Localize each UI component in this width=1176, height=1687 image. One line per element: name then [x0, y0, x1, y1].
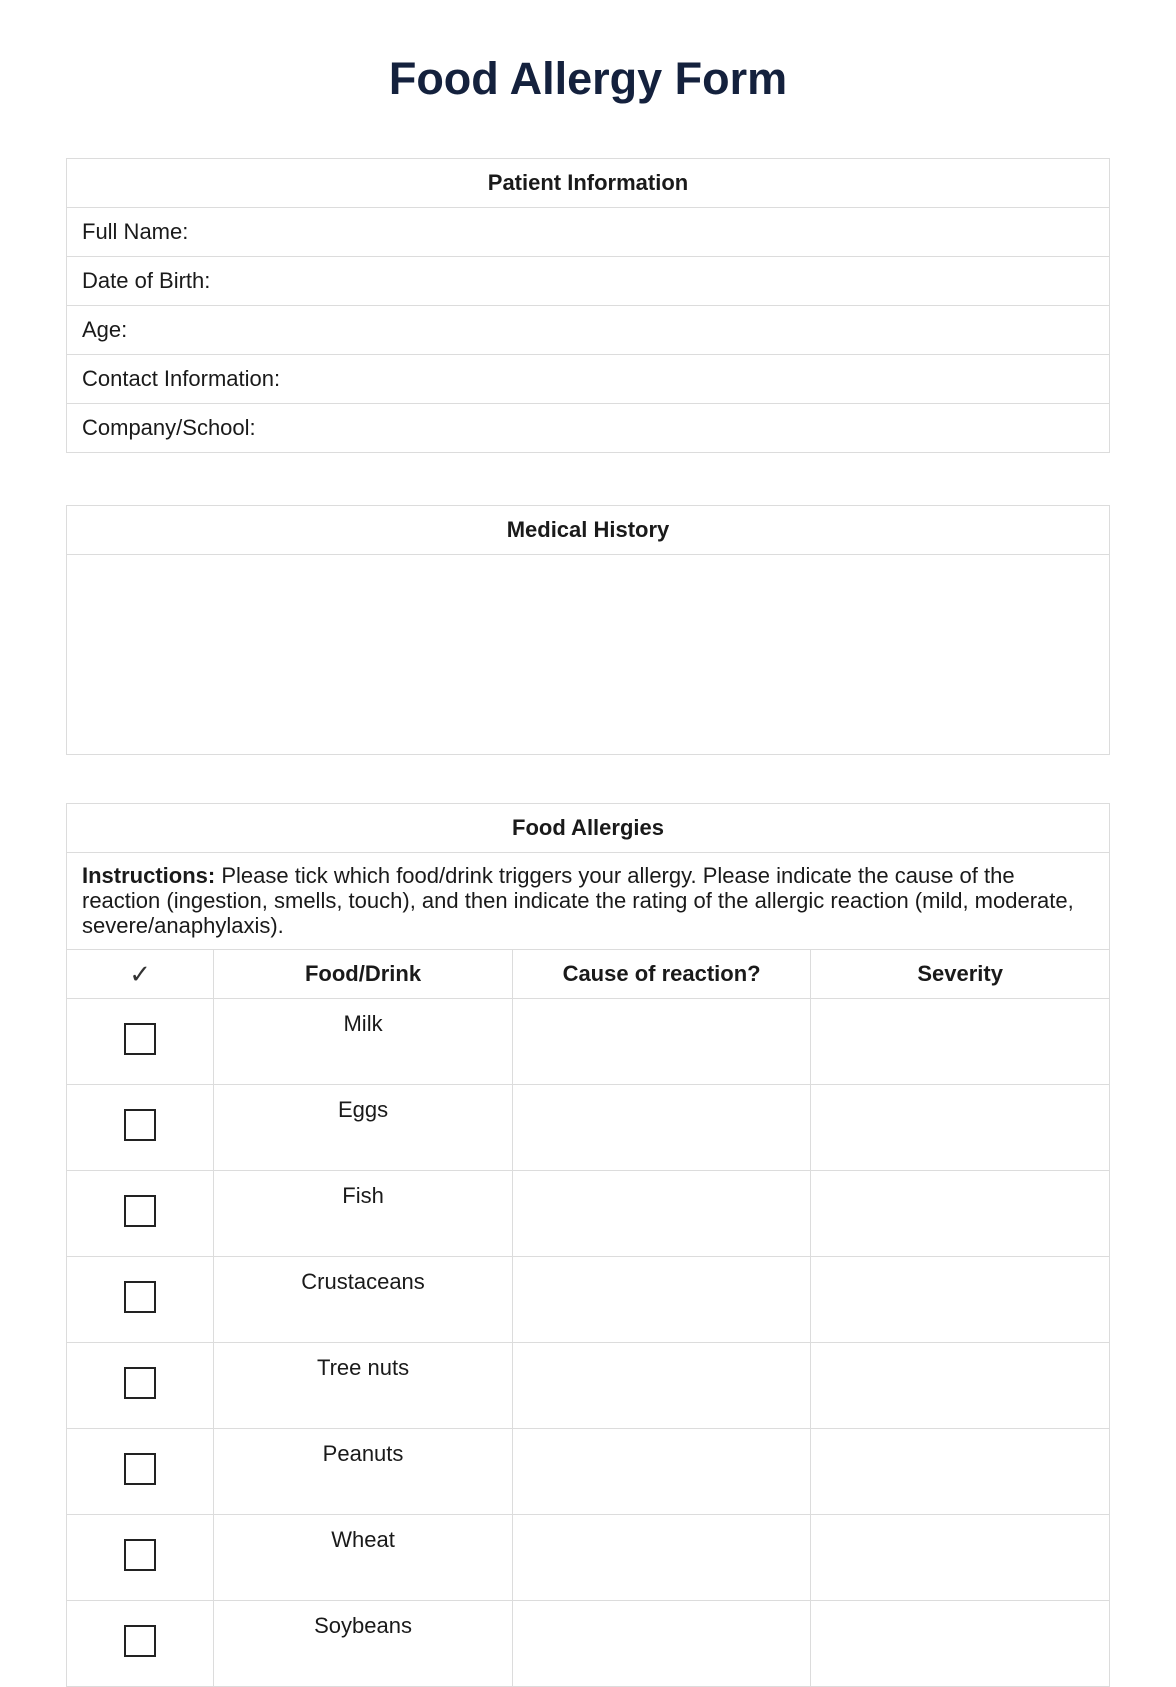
- check-column-header: [67, 950, 214, 999]
- food-name: Tree nuts: [214, 1343, 513, 1429]
- instructions: [67, 853, 1110, 950]
- instructions-text: Please tick which food/drink triggers your allergy. Please indicate the cause of the reaction (ingestion, smells, touch), and then indicate the rating of the allergic reaction (mild, moderate, severe/anaphylaxis).: [82, 863, 1074, 938]
- severity-cell[interactable]: [811, 1601, 1110, 1687]
- food-allergies-table: [66, 803, 1110, 1687]
- checkbox-wheat[interactable]: [124, 1539, 156, 1571]
- cause-cell[interactable]: [512, 1343, 811, 1429]
- patient-information-heading: Patient Information: [67, 159, 1110, 208]
- cause-cell[interactable]: [512, 1515, 811, 1601]
- company-school-field[interactable]: Company/School:: [67, 404, 1110, 453]
- cause-column-header: Cause of reaction?: [512, 950, 811, 999]
- contact-information-field[interactable]: Contact Information:: [67, 355, 1110, 404]
- food-name: Milk: [214, 999, 513, 1085]
- cause-cell[interactable]: [512, 1085, 811, 1171]
- food-name: Crustaceans: [214, 1257, 513, 1343]
- table-row: [67, 1085, 1110, 1171]
- cause-cell[interactable]: [512, 1601, 811, 1687]
- checkbox-milk[interactable]: [124, 1023, 156, 1055]
- checkbox-fish[interactable]: [124, 1195, 156, 1227]
- medical-history-field[interactable]: [67, 555, 1110, 755]
- food-name: Eggs: [214, 1085, 513, 1171]
- age-field[interactable]: Age:: [67, 306, 1110, 355]
- cause-cell[interactable]: [512, 1171, 811, 1257]
- severity-cell[interactable]: [811, 1429, 1110, 1515]
- severity-column-header: Severity: [811, 950, 1110, 999]
- severity-cell[interactable]: [811, 1257, 1110, 1343]
- table-row: [67, 1601, 1110, 1687]
- table-row: [67, 1429, 1110, 1515]
- medical-history-heading: Medical History: [67, 506, 1110, 555]
- full-name-field[interactable]: Full Name:: [67, 208, 1110, 257]
- food-name: Soybeans: [214, 1601, 513, 1687]
- table-row: [67, 1171, 1110, 1257]
- checkmark-icon: ✓: [129, 958, 152, 989]
- food-allergies-heading: Food Allergies: [67, 804, 1110, 853]
- medical-history-table: [66, 505, 1110, 755]
- checkbox-crustaceans[interactable]: [124, 1281, 156, 1313]
- page-title: Food Allergy Form: [388, 53, 788, 104]
- table-row: [67, 1343, 1110, 1429]
- cause-cell[interactable]: [512, 999, 811, 1085]
- severity-cell[interactable]: [811, 1085, 1110, 1171]
- cause-cell[interactable]: [512, 1429, 811, 1515]
- severity-cell[interactable]: [811, 1171, 1110, 1257]
- food-name: Peanuts: [214, 1429, 513, 1515]
- table-row: [67, 1515, 1110, 1601]
- severity-cell[interactable]: [811, 999, 1110, 1085]
- food-name: Wheat: [214, 1515, 513, 1601]
- checkbox-eggs[interactable]: [124, 1109, 156, 1141]
- severity-cell[interactable]: [811, 1343, 1110, 1429]
- instructions-label: Instructions:: [82, 863, 216, 888]
- table-row: [67, 999, 1110, 1085]
- food-column-header: Food/Drink: [214, 950, 513, 999]
- table-row: [67, 1257, 1110, 1343]
- severity-cell[interactable]: [811, 1515, 1110, 1601]
- date-of-birth-field[interactable]: Date of Birth:: [67, 257, 1110, 306]
- checkbox-tree-nuts[interactable]: [124, 1367, 156, 1399]
- checkbox-soybeans[interactable]: [124, 1625, 156, 1657]
- food-name: Fish: [214, 1171, 513, 1257]
- checkbox-peanuts[interactable]: [124, 1453, 156, 1485]
- cause-cell[interactable]: [512, 1257, 811, 1343]
- patient-information-table: [66, 158, 1110, 453]
